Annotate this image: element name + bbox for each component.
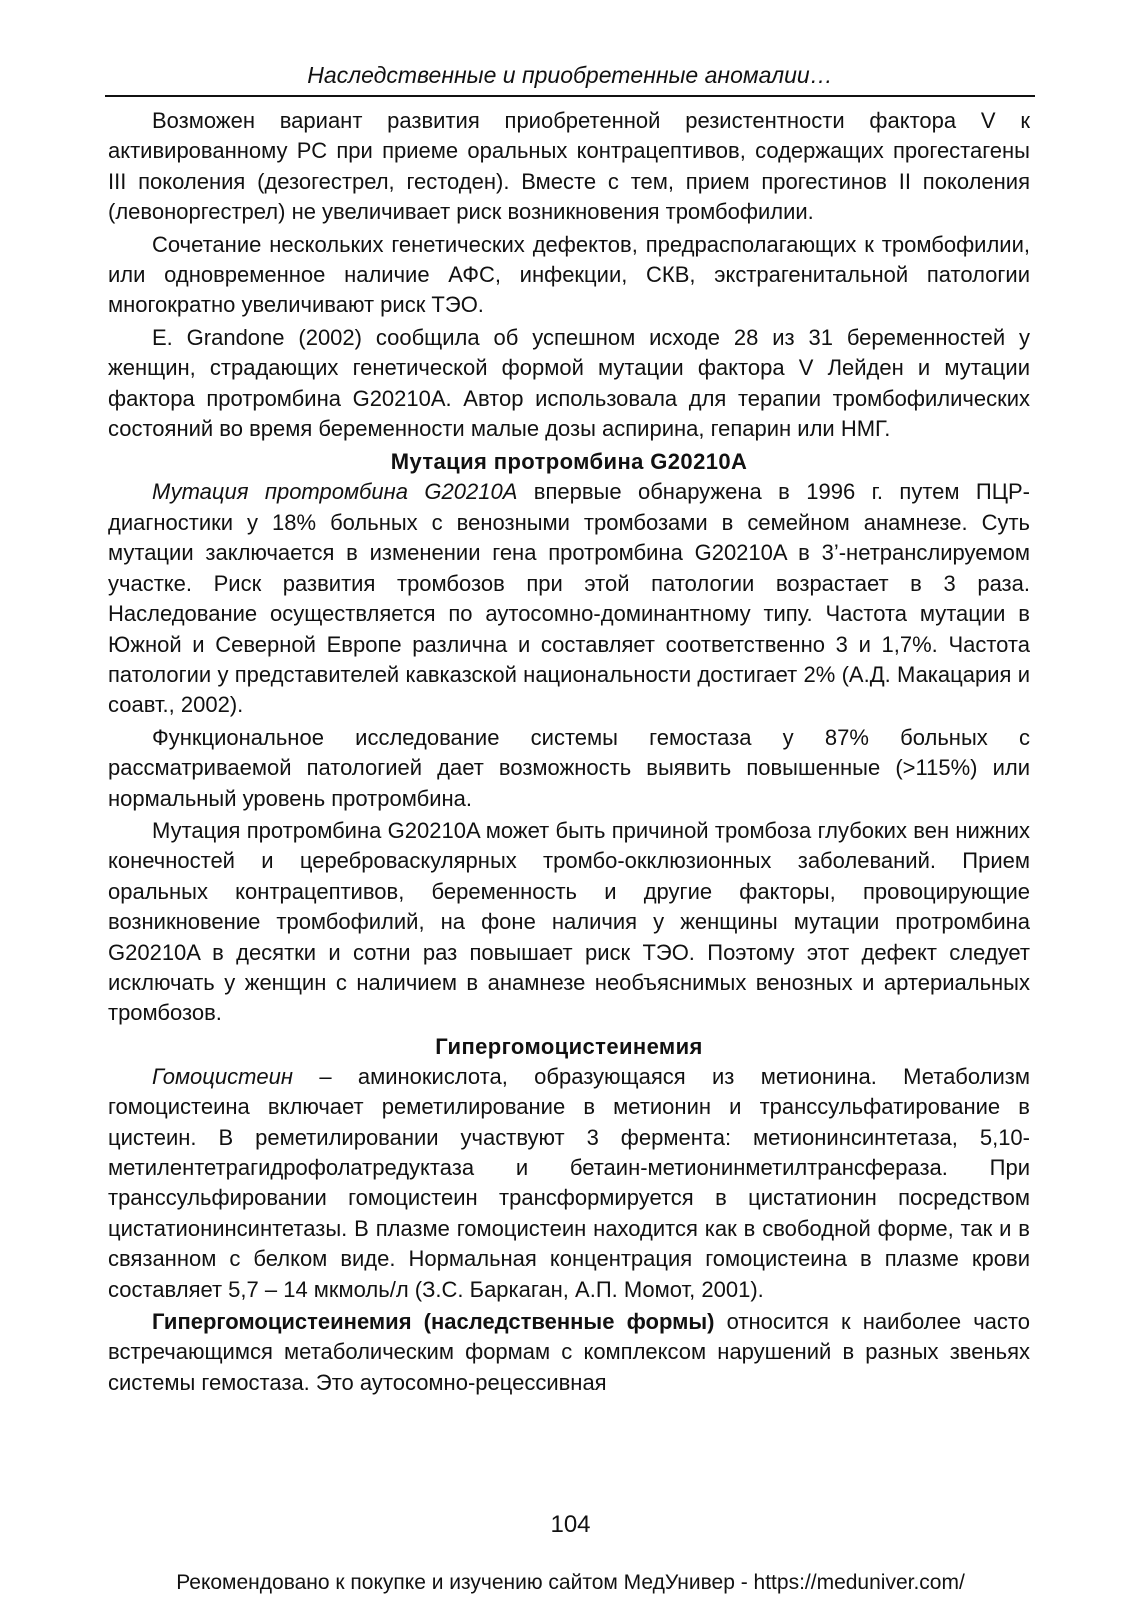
header-rule — [105, 95, 1035, 97]
bold-term: Гипергомоцистеинемия (наследственные формы) — [152, 1309, 715, 1335]
paragraph: Мутация протромбина G20210A может быть причиной тромбоза глубоких вен нижних конечностей и цереброваскулярных тромбо-окклюзионных заболеваний. Прием оральных контрацептивов, беременность и другие факторы, провоцирующие возникновение тромбофилий, на фоне наличия у женщины мутации протромбина G20210A в десятки и сотни раз повышает риск ТЭО. Поэтому этот дефект следует исключать у женщин с наличием в анамнезе необъяснимых венозных и артериальных тромбозов. — [108, 817, 1030, 1026]
paragraph — [108, 1307, 1030, 1398]
paragraph-text: относится к наиболее часто встречающимся метаболическим формам с комплексом нарушений в разных звеньях системы гемостаза. Это аутосомно-рецессивная — [108, 1309, 1030, 1395]
paragraph-text: – аминокислота, образующаяся из метионина. Метаболизм гомоцистеина включает реметилирование в метионин и транссульфатирование в цистеин. В реметилировании участвуют 3 фермента: метионинсинтетаза, 5,10-метилентетрагидрофолатредуктаза и бетаин-метионинметилтрансфераза. При транссульфировании гомоцистеин трансформируется в цистатионин посредством цистатионинсинтетазы. В плазме гомоцистеин находится как в свободной форме, так и в связанном с белком виде. Нормальная концентрация гомоцистеина в плазме крови составляет 5,7 – 14 мкмоль/л (З.С. Баркаган, А.П. Момот, 2001). — [108, 1063, 1030, 1302]
section-heading-prothrombin: Мутация протромбина G20210A — [390, 449, 748, 475]
italic-term: Мутация протромбина G20210A — [152, 479, 518, 505]
paragraph: E. Grandone (2002) сообщила об успешном исходе 28 из 31 беременностей у женщин, страдающих генетической формой мутации фактора V Лейден и мутации фактора протромбина G20210A. Автор использовала для терапии тромбофилических состояний во время беременности малые дозы аспирина, гепарин или НМГ. — [108, 324, 1030, 442]
paragraph: Функциональное исследование системы гемостаза у 87% больных с рассматриваемой патологией дает возможность выявить повышенные (>115%) или нормальный уровень протромбина. — [108, 724, 1030, 811]
paragraph — [108, 1062, 1030, 1305]
footer-link-text[interactable]: Рекомендовано к покупке и изучению сайтом МедУнивер - https://meduniver.com/ — [176, 1571, 965, 1594]
paragraph — [108, 477, 1030, 720]
page-number: 104 — [550, 1511, 591, 1538]
paragraph: Возможен вариант развития приобретенной резистентности фактора V к активированному РС при приеме оральных контрацептивов, содержащих прогестагены III поколения (дезогестрел, гестоден). Вместе с тем, прием прогестинов II поколения (левоноргестрел) не увеличивает риск возникновения тромбофилии. — [108, 108, 1030, 225]
paragraph: Сочетание нескольких генетических дефектов, предрасполагающих к тромбофилии, или одновременное наличие АФС, инфекции, СКВ, экстрагенитальной патологии многократно увеличивают риск ТЭО. — [108, 231, 1030, 318]
paragraph-text: впервые обнаружена в 1996 г. путем ПЦР-диагностики у 18% больных с венозными тромбозами в семейном анамнезе. Суть мутации заключается в изменении гена протромбина G20210A в 3’-нетранслируемом участке. Риск развития тромбозов при этой патологии возрастает в 3 раза. Наследование осуществляется по аутосомно-доминантному типу. Частота мутации в Южной и Северной Европе различна и составляет соответственно 3 и 1,7%. Частота патологии у представителей кавказской национальности достигает 2% (А.Д. Макацария и соавт., 2002). — [108, 479, 1030, 718]
page-body — [108, 106, 1030, 1400]
italic-term: Гомоцистеин — [152, 1063, 294, 1089]
section-heading-hyperhomocysteinemia: Гипергомоцистеинемия — [435, 1033, 703, 1059]
running-header: Наследственные и приобретенные аномалии… — [307, 62, 833, 88]
